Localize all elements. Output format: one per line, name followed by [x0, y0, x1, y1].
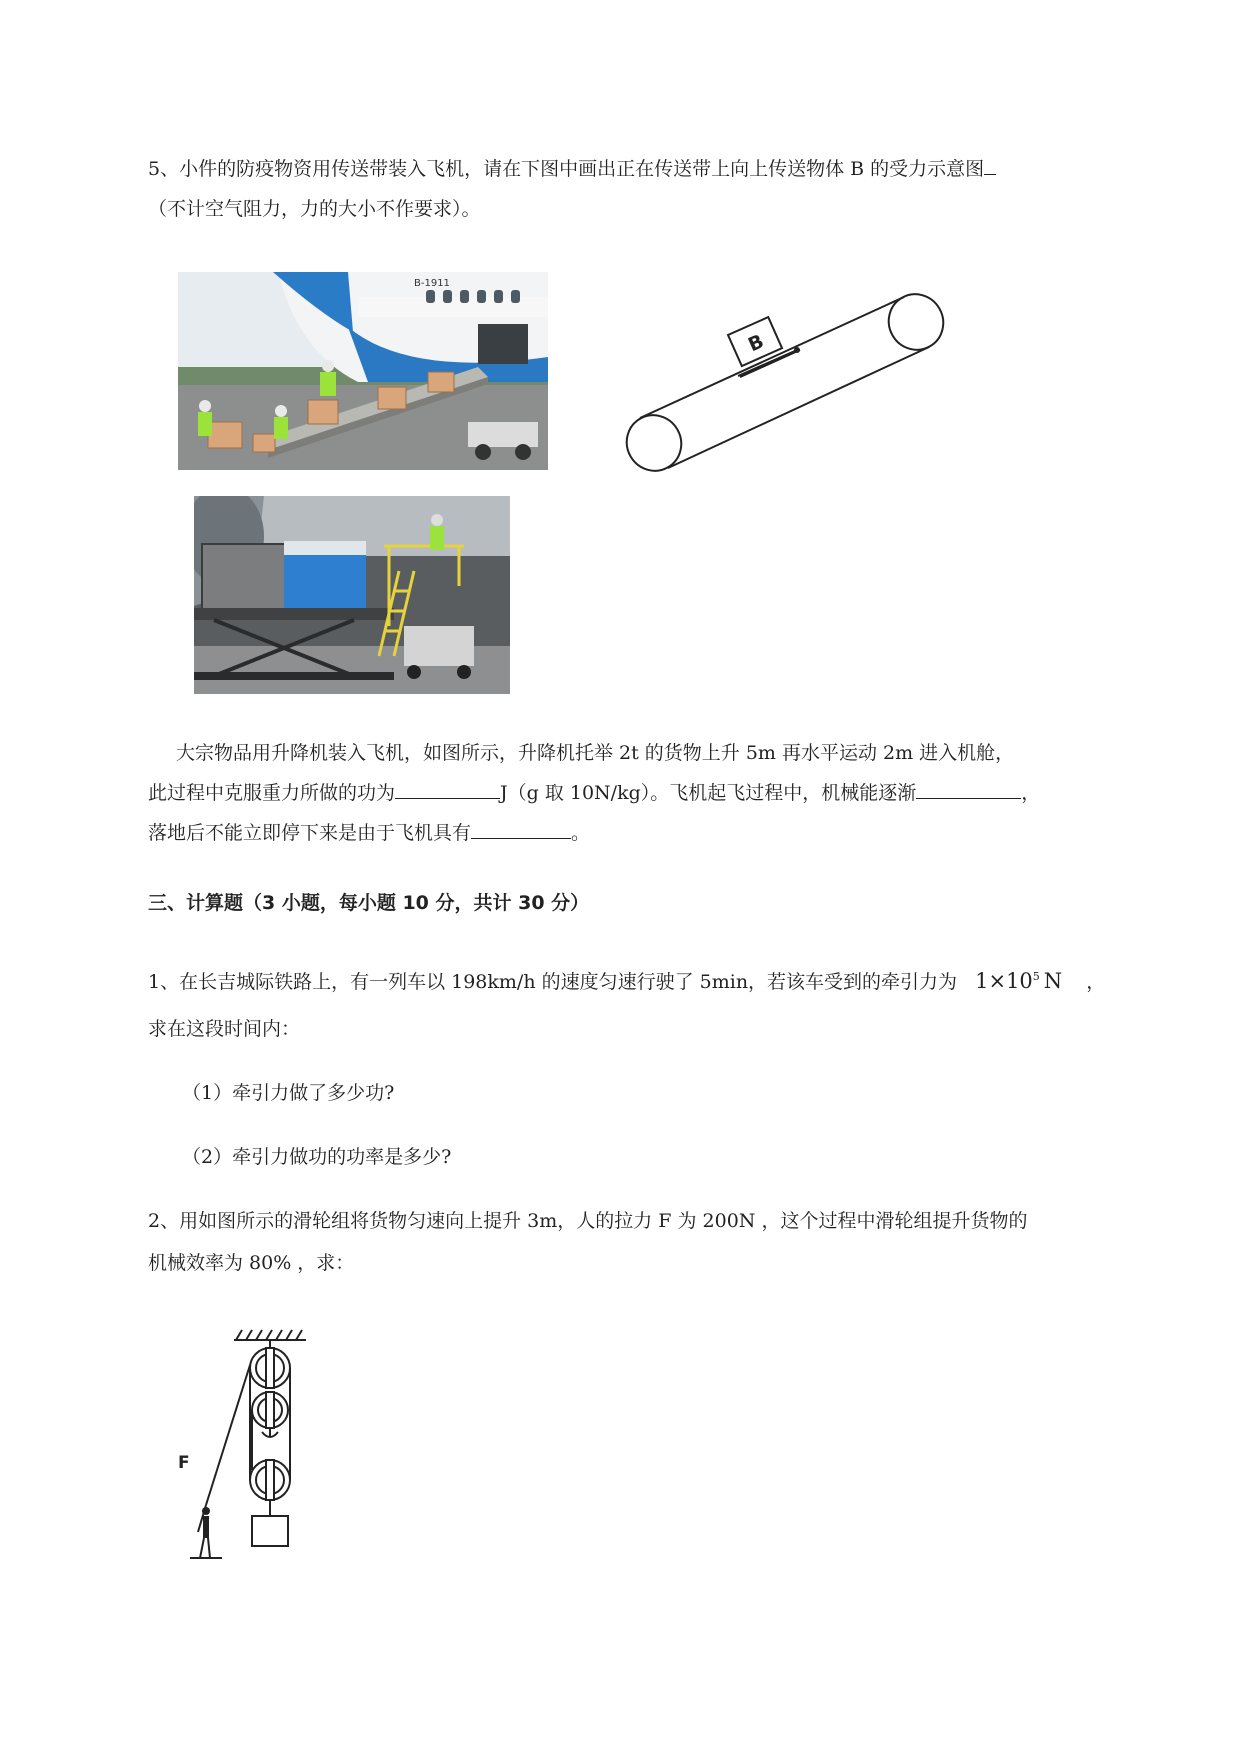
q5-line2: （不计空气阻力，力的大小不作要求）。	[148, 198, 481, 220]
lift-paragraph-line2: 此过程中克服重力所做的功为 J（g 取 10N/kg）。飞机起飞过程中，机械能逐渐 ，	[148, 782, 1041, 804]
scissor-lift-photo	[194, 496, 510, 694]
object-b-box	[728, 317, 782, 366]
force-f-label: F	[178, 1453, 190, 1473]
airplane-conveyor-photo	[178, 272, 548, 470]
q2-line1: 2、用如图所示的滑轮组将货物匀速向上提升 3m，人的拉力 F 为 200N ，这个过程中滑轮组提升货物的	[148, 1210, 1028, 1232]
pulley-system-diagram	[170, 1320, 330, 1580]
answer-blank-inertia[interactable]	[471, 820, 571, 839]
q1-line2: 求在这段时间内：	[148, 1018, 301, 1040]
svg-text:B-1911: B-1911	[414, 278, 450, 289]
answer-blank-work[interactable]	[395, 780, 500, 799]
q1-line1: 1、在长吉城际铁路上，有一列车以 198km/h 的速度匀速行驶了 5min，若该车受到的牵引力为 $1\times 10^5$ N ，	[148, 969, 1106, 993]
q1-sub1: （1）牵引力做了多少功?	[182, 1082, 395, 1104]
section-heading: 三、计算题（3 小题，每小题 10 分，共计 30 分）	[148, 892, 590, 914]
svg-text:B: B	[744, 330, 768, 357]
q2-line2: 机械效率为 80% ，求：	[148, 1252, 355, 1274]
traction-force-value: $1\times 10^5$ N	[975, 969, 1063, 993]
q5-line1: 5、小件的防疫物资用传送带装入飞机，请在下图中画出正在传送带上向上传送物体 B 的受力示意图	[148, 156, 996, 182]
answer-blank-energy[interactable]	[916, 780, 1021, 799]
person-icon	[200, 1507, 210, 1558]
lift-paragraph-line3: 落地后不能立即停下来是由于飞机具有 。	[148, 822, 591, 844]
q1-sub2: （2）牵引力做功的功率是多少?	[182, 1146, 452, 1168]
lift-paragraph-line1: 大宗物品用升降机装入飞机，如图所示，升降机托举 2t 的货物上升 5m 再水平运动 2m 进入机舱，	[176, 742, 1015, 764]
conveyor-belt-diagram	[620, 280, 950, 480]
